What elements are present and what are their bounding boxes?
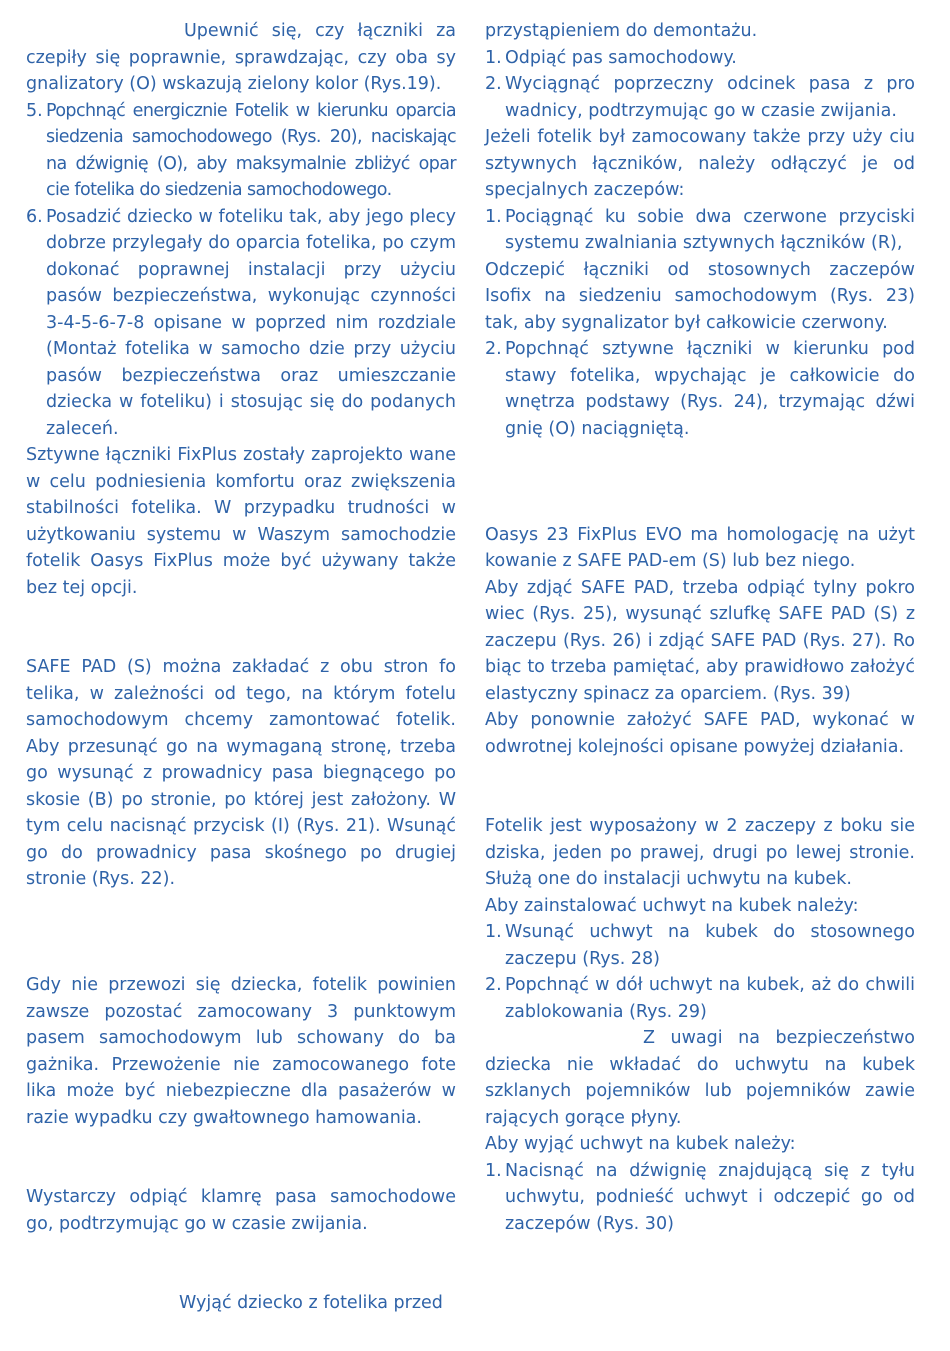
list-text: Nacisnąć na dźwignię znajdującą się z tyłu uchwytu, podnieść uchwyt i odczepić go od zaczepów (Rys. 30) (505, 1160, 915, 1234)
fixplus-text: Sztywne łączniki FixPlus zostały zaprojekto wane w celu podniesienia komfortu oraz zwiększenia stabilności fotelika. W przypadku trudności w użytkowaniu systemu w Waszym samochodzie fotelik Oasys FixPlus może być używany także bez tej opcji. (26, 445, 456, 598)
homologation-text: Oasys 23 FixPlus EVO ma homologację na użyt kowanie z SAFE PAD-em (S) lub bez niego. (485, 524, 915, 571)
list-number: 6. (26, 206, 43, 227)
list-text: Wyciągnąć poprzeczny odcinek pasa z pro wadnicy, podtrzymując go w czasie zwijania. (505, 74, 915, 121)
detach-connectors-text: Odczepić łączniki od stosownych zaczepów Isofix na siedzeniu samochodowym (Rys. 23) tak, aby sygnalizator był całkowicie czerwony. (485, 259, 915, 333)
safety-warning-text: Z uwagi na bezpieczeństwo dziecka nie wkładać do uchwytu na kubek szklanych pojemników lub pojemników zawie rających gorące płyny. (485, 1028, 915, 1128)
list-number: 2. (485, 975, 502, 995)
list-item (485, 336, 915, 442)
list-item (485, 204, 915, 257)
list-number: 1. (485, 1160, 502, 1181)
list-text: Popchnąć w dół uchwyt na kubek, aż do chwili zablokowania (Rys. 29) (505, 975, 915, 1022)
list-number: 1. (485, 206, 502, 227)
remove-intro-text: Aby wyjąć uchwyt na kubek należy: (485, 1134, 796, 1154)
list-number: 1. (485, 922, 502, 942)
left-column (26, 18, 456, 1317)
list-text: Popchnąć sztywne łączniki w kierunku pod stawy fotelika, wpychając je całkowicie do wnętrza podstawy (Rys. 24), trzymając dźwi gnię (O) naciągniętą. (505, 339, 915, 439)
list-item (26, 204, 456, 443)
remove-safepad-text: Aby zdjąć SAFE PAD, trzeba odpiąć tylny pokro wiec (Rys. 25), wysunąć szlufkę SAFE PAD (S) z zaczepu (Rys. 26) i zdjąć SAFE PAD (Rys. 27). Ro biąc to trzeba pamiętać, aby prawidłowo założyć elastyczny spinacz za oparciem. (Rys. 39) (485, 577, 915, 704)
list-item (26, 98, 456, 204)
list-number: 2. (485, 74, 502, 94)
list-number: 1. (485, 47, 502, 68)
install-intro-text: Aby zainstalować uchwyt na kubek należy: (485, 895, 859, 916)
list-number: 2. (485, 339, 502, 359)
unbuckle-text: Wystarczy odpiąć klamrę pasa samochodowe go, podtrzymując go w czasie zwijania. (26, 1187, 456, 1234)
list-item (485, 45, 915, 72)
right-column (485, 18, 915, 1237)
list-item (485, 71, 915, 124)
list-text: Popchnąć energicznie Fotelik w kierunku oparcia siedzenia samochodowego (Rys. 20), naciskając na dźwignię (O), aby maksymalnie zbliżyć opar cie fotelika do siedzenia samochodowego. (46, 100, 456, 200)
cup-holder-hooks-text: Fotelik jest wyposażony w 2 zaczepy z boku sie dziska, jeden po prawej, drugi po lewej stronie. Służą one do instalacji uchwytu na kubek. (485, 816, 915, 889)
list-number: 5. (26, 100, 43, 121)
list-text: Pociągnąć ku sobie dwa czerwone przyciski systemu zwalniania sztywnych łączników (R), (505, 206, 915, 253)
list-text: Odpiąć pas samochodowy. (505, 47, 737, 68)
list-text: Posadzić dziecko w foteliku tak, aby jego plecy dobrze przylegały do oparcia fotelika, po czym dokonać poprawnej instalacji przy użyciu pasów bezpieczeństwa, wykonując czynności 3-4-5-6-7-8 opisane w poprzed nim rozdziale (Montaż fotelika w samocho dzie przy użyciu pasów bezpieczeństwa oraz umieszczanie dziecka w foteliku) i stosując się do podanych zaleceń. (46, 206, 456, 439)
rigid-connectors-text: Jeżeli fotelik był zamocowany także przy uży ciu sztywnych łączników, należy odłączyć je od specjalnych zaczepów: (485, 127, 915, 200)
safepad-text: SAFE PAD (S) można zakładać z obu stron fo telika, w zależności od tego, na którym fotelu samochodowym chcemy zamontować fotelik. Aby przesunąć go na wymaganą stronę, trzeba go wysunąć z prowadnicy pasa biegnącego po skosie (B) po stronie, po której jest założony. W tym celu nacisnąć przycisk (I) (Rys. 21). Wsunąć go do prowadnicy pasa skośnego po drugiej stronie (Rys. 22). (26, 657, 456, 889)
list-item (485, 1158, 915, 1238)
remove-child-text: Wyjąć dziecko z fotelika przed (179, 1293, 443, 1313)
list-text: Wsunąć uchwyt na kubek do stosownego zaczepu (Rys. 28) (505, 922, 915, 969)
list-item (485, 919, 915, 972)
continuation-text: przystąpieniem do demontażu. (485, 21, 758, 41)
list-item (485, 972, 915, 1025)
refit-safepad-text: Aby ponownie założyć SAFE PAD, wykonać w odwrotnej kolejności opisane powyżej działania. (485, 710, 915, 757)
check-connectors-text: Upewnić się, czy łączniki za czepiły się poprawnie, sprawdzając, czy oba sy gnalizatory (O) wskazują zielony kolor (Rys.19). (26, 21, 456, 94)
storage-text: Gdy nie przewozi się dziecka, fotelik powinien zawsze pozostać zamocowany 3 punktowym pasem samochodowym lub schowany do ba gażnika. Przewożenie nie zamocowanego fote lika może być niebezpieczne dla pasażerów w razie wypadku czy gwałtownego hamowania. (26, 975, 456, 1128)
